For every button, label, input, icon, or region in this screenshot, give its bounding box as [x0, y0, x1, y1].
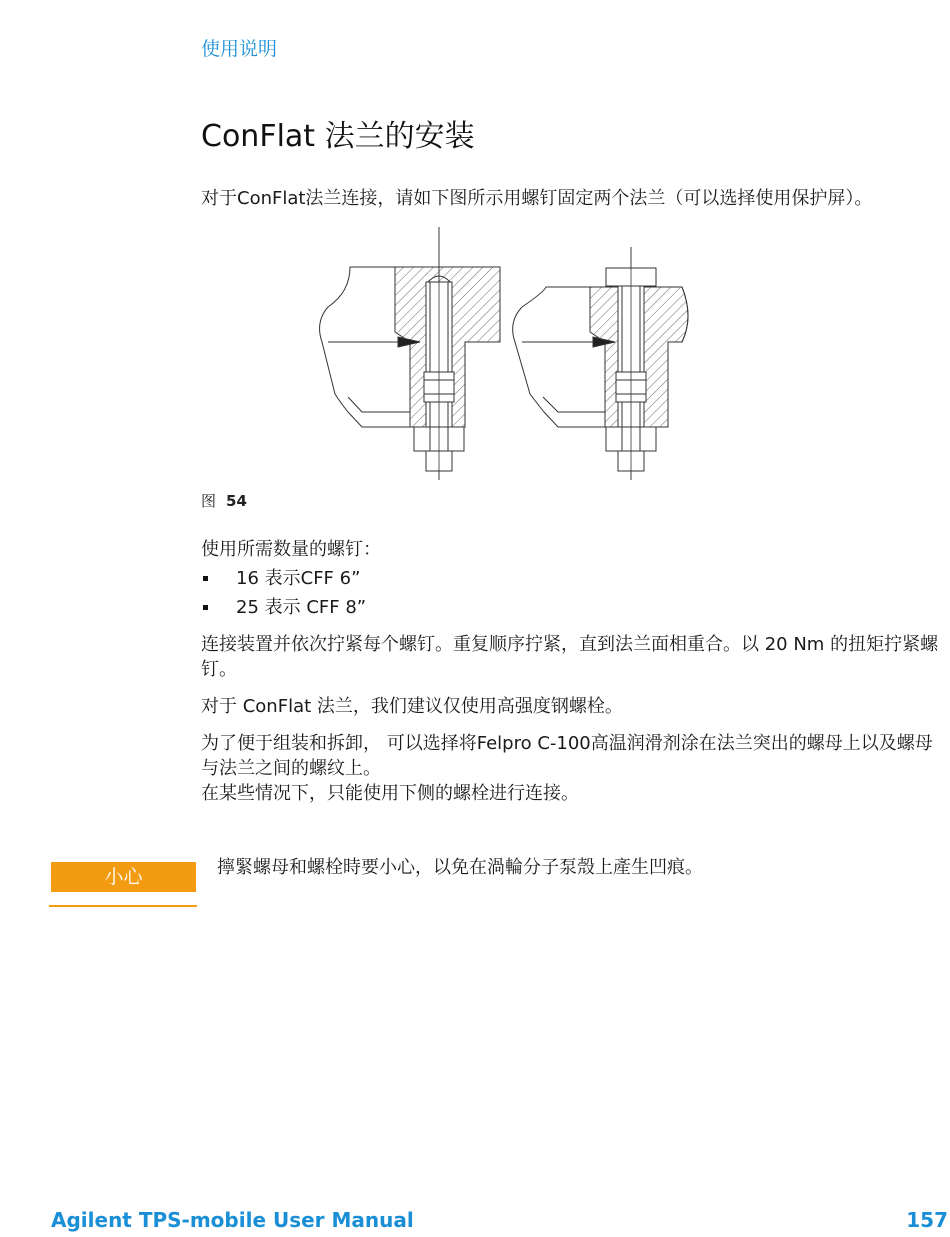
- lubricant-text: 为了便于组装和拆卸， 可以选择将Felpro C-100高温润滑剂涂在法兰突出的螺母上以及螺母与法兰之间的螺纹上。: [201, 733, 933, 779]
- bolt-count-list: [201, 566, 366, 624]
- connect-paragraph: 连接装置并依次拧紧每个螺钉。重复顺序拧紧，直到法兰面相重合。以 20 Nm 的扭矩拧紧螺钉。: [201, 634, 939, 680]
- caution-divider: [49, 905, 197, 907]
- intro-paragraph: 对于ConFlat法兰连接，请如下图所示用螺钉固定两个法兰（可以选择使用保护屏）。: [201, 188, 873, 209]
- flange-assembly-figure: [300, 222, 700, 488]
- caution-text: 擰緊螺母和螺栓時要小心，以免在渦輪分子泵殼上產生凹痕。: [217, 857, 703, 878]
- page-number: 157: [906, 1208, 948, 1232]
- figure-caption: [201, 490, 247, 511]
- footer-manual-title: Agilent TPS-mobile User Manual: [51, 1208, 414, 1232]
- figure-number: 54: [226, 492, 247, 510]
- figure-label: 图: [201, 492, 217, 510]
- bolt-recommendation-paragraph: 对于 ConFlat 法兰，我们建议仅使用高强度钢螺栓。: [201, 696, 623, 717]
- list-item: 25 表示 CFF 8”: [201, 595, 366, 624]
- lower-bolt-text: 在某些情况下，只能使用下侧的螺栓进行连接。: [201, 783, 579, 804]
- caution-badge: 小心: [51, 862, 196, 892]
- section-link[interactable]: 使用说明: [201, 38, 278, 60]
- list-item: 16 表示CFF 6”: [201, 566, 366, 595]
- bolts-intro: 使用所需数量的螺钉：: [201, 539, 381, 560]
- lubricant-paragraph: [201, 731, 946, 806]
- page-title: ConFlat 法兰的安装: [201, 119, 475, 154]
